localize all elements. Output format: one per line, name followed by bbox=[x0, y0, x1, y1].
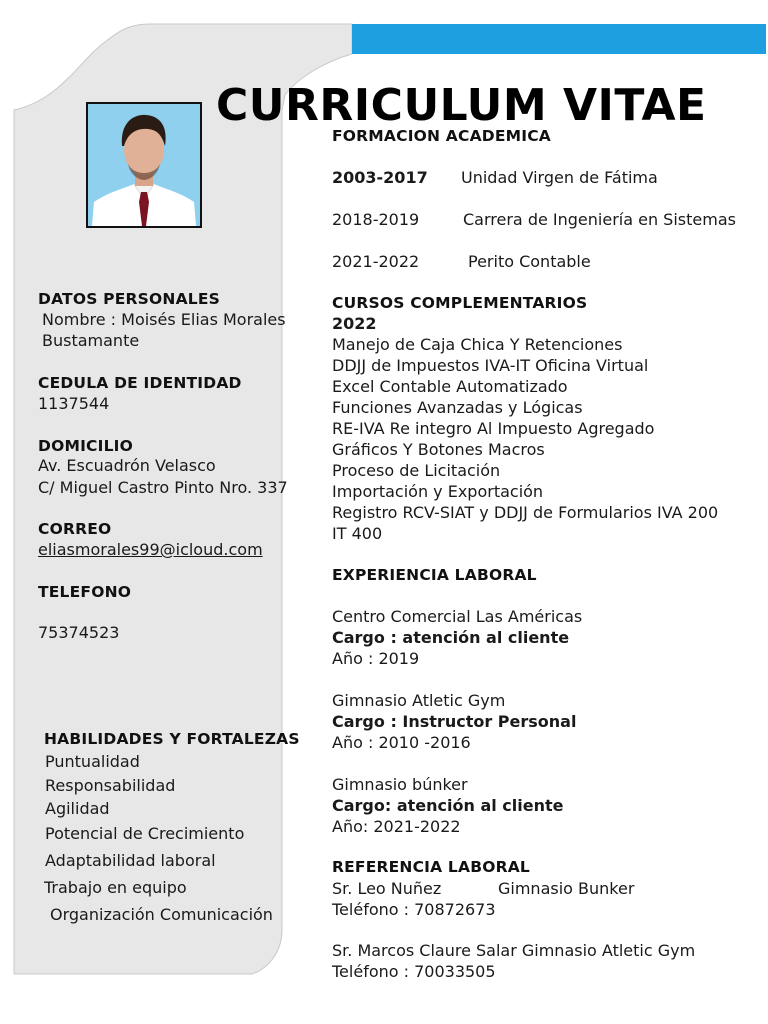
education-school: Unidad Virgen de Fátima bbox=[461, 168, 658, 187]
course-item: RE-IVA Re integro Al Impuesto Agregado bbox=[332, 419, 655, 438]
reference-company: Gimnasio Bunker bbox=[498, 879, 635, 898]
skill-item: Adaptabilidad laboral bbox=[45, 851, 216, 870]
id-heading: CEDULA DE IDENTIDAD bbox=[38, 374, 242, 392]
skill-item: Puntualidad bbox=[45, 752, 140, 771]
experience-company: Gimnasio Atletic Gym bbox=[332, 691, 506, 710]
experience-year: Año : 2019 bbox=[332, 649, 420, 668]
name-line-2: Bustamante bbox=[42, 331, 140, 350]
phone-value: 75374523 bbox=[38, 623, 120, 642]
reference-heading: REFERENCIA LABORAL bbox=[332, 858, 531, 876]
course-item: Gráficos Y Botones Macros bbox=[332, 440, 545, 459]
experience-company: Centro Comercial Las Américas bbox=[332, 607, 583, 626]
experience-role: Cargo: atención al cliente bbox=[332, 796, 564, 815]
education-school: Perito Contable bbox=[468, 252, 591, 271]
skill-item: Responsabilidad bbox=[45, 776, 176, 795]
reference-name: Sr. Leo Nuñez bbox=[332, 879, 442, 898]
course-item: Importación y Exportación bbox=[332, 482, 544, 501]
experience-role: Cargo : atención al cliente bbox=[332, 628, 570, 647]
experience-year: Año: 2021-2022 bbox=[332, 817, 461, 836]
page-title: CURRICULUM VITAE bbox=[216, 80, 707, 131]
reference-phone: Teléfono : 70872673 bbox=[332, 900, 496, 919]
phone-heading: TELEFONO bbox=[38, 583, 132, 601]
address-line-1: Av. Escuadrón Velasco bbox=[38, 456, 216, 475]
experience-year: Año : 2010 -2016 bbox=[332, 733, 471, 752]
course-item: Proceso de Licitación bbox=[332, 461, 501, 480]
skills-heading: HABILIDADES Y FORTALEZAS bbox=[44, 730, 300, 748]
course-item: Manejo de Caja Chica Y Retenciones bbox=[332, 335, 623, 354]
experience-role: Cargo : Instructor Personal bbox=[332, 712, 577, 731]
course-item: Excel Contable Automatizado bbox=[332, 377, 568, 396]
address-line-2: C/ Miguel Castro Pinto Nro. 337 bbox=[38, 478, 288, 497]
skill-item: Trabajo en equipo bbox=[44, 878, 187, 897]
skill-item: Agilidad bbox=[45, 799, 110, 818]
courses-heading: CURSOS COMPLEMENTARIOS bbox=[332, 294, 588, 312]
education-years: 2021-2022 bbox=[332, 252, 420, 271]
email-heading: CORREO bbox=[38, 520, 112, 538]
name-line-1: Nombre : Moisés Elias Morales bbox=[42, 310, 286, 329]
personal-heading: DATOS PERSONALES bbox=[38, 290, 220, 308]
education-heading: FORMACION ACADEMICA bbox=[332, 127, 551, 145]
course-item: DDJJ de Impuestos IVA-IT Oficina Virtual bbox=[332, 356, 649, 375]
skill-item: Potencial de Crecimiento bbox=[45, 824, 245, 843]
experience-heading: EXPERIENCIA LABORAL bbox=[332, 566, 537, 584]
id-value: 1137544 bbox=[38, 394, 110, 413]
course-item: Registro RCV-SIAT y DDJJ de Formularios IVA 200 bbox=[332, 503, 719, 522]
experience-company: Gimnasio búnker bbox=[332, 775, 468, 794]
education-school: Carrera de Ingeniería en Sistemas bbox=[463, 210, 736, 229]
education-years: 2018-2019 bbox=[332, 210, 420, 229]
course-item: Funciones Avanzadas y Lógicas bbox=[332, 398, 583, 417]
skill-item: Organización Comunicación bbox=[50, 905, 273, 924]
accent-bar bbox=[352, 24, 766, 54]
email-link[interactable]: eliasmorales99@icloud.com bbox=[38, 540, 263, 559]
reference-line: Sr. Marcos Claure Salar Gimnasio Atletic Gym bbox=[332, 941, 696, 960]
profile-photo bbox=[86, 102, 202, 228]
course-item: IT 400 bbox=[332, 524, 383, 543]
address-heading: DOMICILIO bbox=[38, 437, 133, 455]
reference-phone: Teléfono : 70033505 bbox=[332, 962, 496, 981]
education-years: 2003-2017 bbox=[332, 168, 428, 187]
courses-year: 2022 bbox=[332, 314, 377, 333]
